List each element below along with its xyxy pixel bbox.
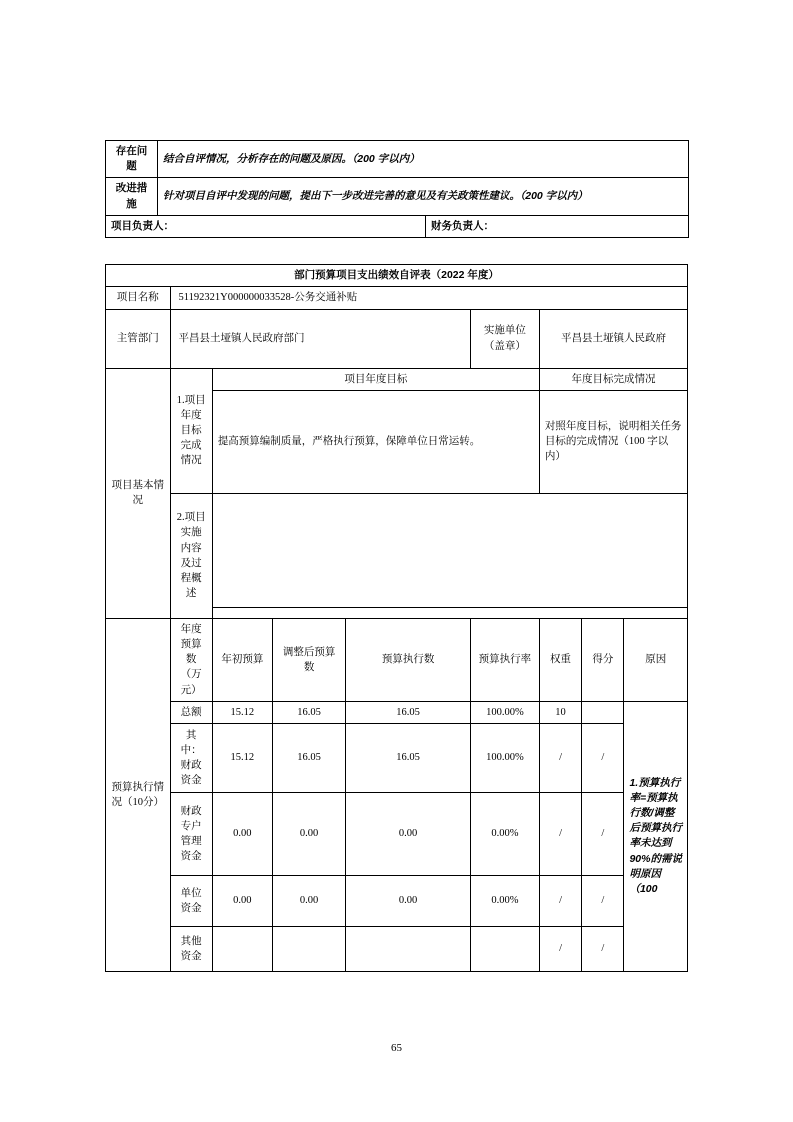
budget-adjusted-header: 调整后预算数 xyxy=(272,618,345,701)
signature-row xyxy=(106,215,689,237)
budget-row-name: 其中：财政资金 xyxy=(170,724,212,793)
annual-target-header-row xyxy=(106,368,688,390)
annual-target-text: 提高预算编制质量，严格执行预算，保障单位日常运转。 xyxy=(212,390,539,493)
budget-exec-label: 预算执行情况（10分） xyxy=(106,618,171,971)
improvement-measures-label: 改进措施 xyxy=(106,178,158,215)
table-row xyxy=(106,701,688,723)
finance-leader-label: 财务负责人： xyxy=(426,215,689,237)
table-row xyxy=(106,793,688,876)
budget-row-score: / xyxy=(582,724,624,793)
budget-row-score: / xyxy=(582,927,624,972)
budget-row-executed xyxy=(346,927,471,972)
budget-row-initial: 15.12 xyxy=(212,701,272,723)
budget-row-initial: 0.00 xyxy=(212,793,272,876)
annual-completion-header: 年度目标完成情况 xyxy=(539,368,687,390)
budget-row-initial: 15.12 xyxy=(212,724,272,793)
table-row xyxy=(106,927,688,972)
page-number: 65 xyxy=(391,1042,402,1054)
page-title: 部门预算项目支出绩效自评表（2022 年度） xyxy=(106,265,688,287)
table-gap xyxy=(105,238,688,264)
budget-row-weight: / xyxy=(539,724,581,793)
budget-row-rate: 100.00% xyxy=(470,724,539,793)
budget-row-weight: / xyxy=(539,793,581,876)
project-name-value: 51192321Y000000033528-公务交通补贴 xyxy=(170,287,687,309)
row2-label-row xyxy=(106,493,688,607)
budget-row-executed: 0.00 xyxy=(346,876,471,927)
improvement-measures-value: 针对项目自评中发现的问题，提出下一步改进完善的意见及有关政策性建议。（200 字以内） xyxy=(158,178,689,215)
budget-row-score: / xyxy=(582,876,624,927)
budget-row-rate: 0.00% xyxy=(470,876,539,927)
budget-row-adjusted: 16.05 xyxy=(272,724,345,793)
row1-label: 1.项目年度目标完成情况 xyxy=(170,368,212,493)
budget-executed-header: 预算执行数 xyxy=(346,618,471,701)
budget-row-score xyxy=(582,701,624,723)
budget-row-weight: 10 xyxy=(539,701,581,723)
budget-row-score: / xyxy=(582,793,624,876)
existing-problems-label: 存在问题 xyxy=(106,141,158,178)
table-row xyxy=(106,724,688,793)
budget-header-row xyxy=(106,618,688,701)
annual-completion-text: 对照年度目标，说明相关任务目标的完成情况（100 字以内） xyxy=(539,390,687,493)
budget-row-weight: / xyxy=(539,876,581,927)
implementing-unit-value: 平昌县土垭镇人民政府 xyxy=(539,309,687,368)
annual-target-header: 项目年度目标 xyxy=(212,368,539,390)
budget-weight-header: 权重 xyxy=(539,618,581,701)
row2-label: 2.项目实施内容及过程概述 xyxy=(170,493,212,618)
performance-self-evaluation-table xyxy=(105,264,688,972)
project-name-row xyxy=(106,287,688,309)
budget-row-name: 单位资金 xyxy=(170,876,212,927)
table-row xyxy=(106,178,689,215)
continuation-table xyxy=(105,140,689,238)
budget-row-adjusted: 0.00 xyxy=(272,876,345,927)
budget-row-rate xyxy=(470,927,539,972)
budget-row-adjusted: 16.05 xyxy=(272,701,345,723)
dept-value: 平昌县土垭镇人民政府部门 xyxy=(170,309,470,368)
row2-content-filler xyxy=(212,607,687,618)
budget-row-weight: / xyxy=(539,927,581,972)
budget-row-executed: 16.05 xyxy=(346,724,471,793)
budget-row-rate: 0.00% xyxy=(470,793,539,876)
existing-problems-value: 结合自评情况，分析存在的问题及原因。（200 字以内） xyxy=(158,141,689,178)
budget-rate-header: 预算执行率 xyxy=(470,618,539,701)
budget-initial-header: 年初预算 xyxy=(212,618,272,701)
table-row xyxy=(106,141,689,178)
basic-info-label: 项目基本情况 xyxy=(106,368,171,618)
budget-row-name: 其他资金 xyxy=(170,927,212,972)
project-leader-label: 项目负责人： xyxy=(106,215,426,237)
project-name-label: 项目名称 xyxy=(106,287,171,309)
budget-row-adjusted xyxy=(272,927,345,972)
budget-row-name: 财政专户管理资金 xyxy=(170,793,212,876)
budget-score-header: 得分 xyxy=(582,618,624,701)
budget-row-initial: 0.00 xyxy=(212,876,272,927)
budget-row-adjusted: 0.00 xyxy=(272,793,345,876)
budget-row-initial xyxy=(212,927,272,972)
budget-reason-text: 1.预算执行率=预算执行数/调整后预算执行率未达到90%的需说明原因（100 xyxy=(624,701,688,971)
budget-row-rate: 100.00% xyxy=(470,701,539,723)
dept-row xyxy=(106,309,688,368)
budget-row-executed: 16.05 xyxy=(346,701,471,723)
dept-label: 主管部门 xyxy=(106,309,171,368)
budget-row-name: 总额 xyxy=(170,701,212,723)
budget-year-header: 年度预算数（万元） xyxy=(170,618,212,701)
title-row xyxy=(106,265,688,287)
table-row xyxy=(106,876,688,927)
budget-reason-header: 原因 xyxy=(624,618,688,701)
budget-row-executed: 0.00 xyxy=(346,793,471,876)
implementing-unit-label: 实施单位（盖章） xyxy=(470,309,539,368)
row2-content xyxy=(212,493,687,607)
